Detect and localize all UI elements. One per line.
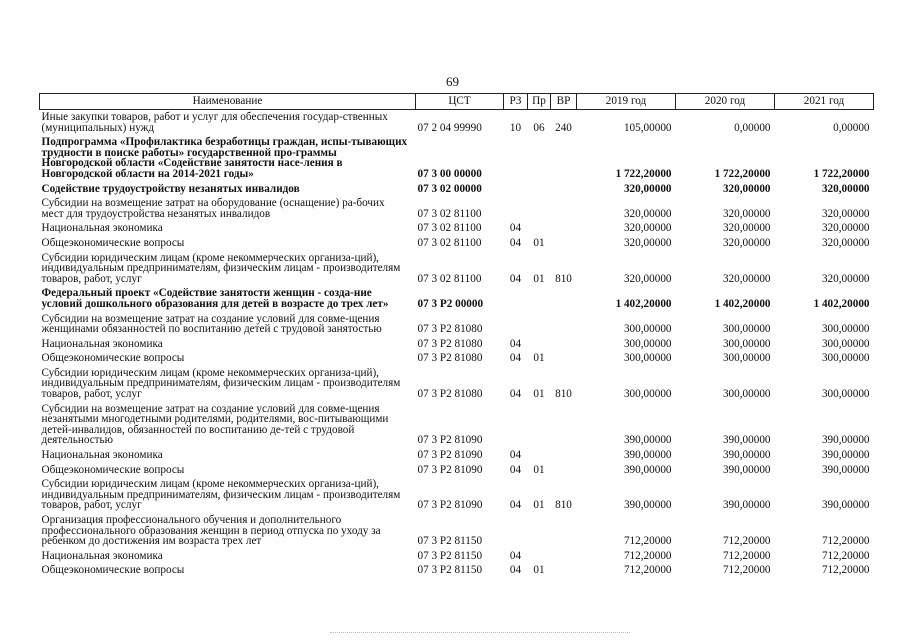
- cell-rz: 04: [509, 272, 522, 285]
- cell-2019: 390,00000: [623, 449, 672, 462]
- cell-2021: 320,00000: [821, 207, 870, 220]
- cell-rz: [504, 286, 528, 311]
- cell-2021: 300,00000: [821, 352, 870, 365]
- cell-rz: 10: [509, 121, 522, 134]
- cell-2019: 390,00000: [623, 434, 672, 447]
- header-pr: Пр: [528, 94, 551, 110]
- cell-cst: 07 3 00 00000: [417, 167, 482, 180]
- cell-pr: 01: [533, 463, 545, 476]
- cell-cst: 07 3 P2 81150: [417, 535, 483, 548]
- table-row: [40, 312, 874, 337]
- cell-2020: 390,00000: [722, 434, 771, 447]
- table-row: [40, 366, 874, 402]
- cell-vr: [551, 221, 577, 236]
- table-row: [40, 182, 874, 197]
- cell-name: Национальная экономика: [41, 549, 163, 562]
- table-row: [40, 251, 874, 287]
- table-row: [40, 477, 874, 513]
- cell-rz: 04: [509, 499, 522, 512]
- cell-cst: 07 3 02 81100: [417, 222, 482, 235]
- cell-vr: [551, 236, 577, 251]
- cell-2021: 0,00000: [833, 121, 870, 134]
- cell-2020: 712,20000: [722, 549, 771, 562]
- table-row: [40, 351, 874, 366]
- cell-rz: 04: [509, 388, 522, 401]
- cell-pr: [528, 196, 551, 221]
- cell-cst: 07 3 02 00000: [417, 182, 482, 195]
- cell-rz: 04: [509, 449, 522, 462]
- cell-vr: [551, 549, 577, 564]
- cell-2019: 300,00000: [623, 352, 672, 365]
- cell-rz: [504, 182, 528, 197]
- table-header-row: [40, 94, 874, 110]
- table-row: [40, 110, 874, 136]
- cell-vr: [551, 182, 577, 197]
- cell-2021: 300,00000: [821, 337, 870, 350]
- cell-2019: 712,20000: [623, 535, 672, 548]
- cell-2021: 300,00000: [821, 323, 870, 336]
- cell-2019: 712,20000: [623, 549, 672, 562]
- header-cst: ЦСТ: [416, 94, 504, 110]
- cell-rz: 04: [509, 352, 522, 365]
- cell-2019: 320,00000: [623, 222, 672, 235]
- cell-2019: 1 402,20000: [615, 297, 672, 310]
- cell-cst: 07 3 02 81100: [417, 236, 482, 249]
- cell-vr: [551, 312, 577, 337]
- cell-name: Субсидии на возмещение затрат на оборудование (оснащение) ра-бочих мест для трудоустройства незанятых инвалидов: [41, 197, 385, 220]
- cell-pr: 01: [533, 564, 545, 577]
- cell-2021: 320,00000: [821, 222, 870, 235]
- cell-name: Общеэкономические вопросы: [41, 564, 185, 577]
- cell-cst: 07 3 P2 81090: [417, 463, 483, 476]
- cell-vr: [551, 402, 577, 448]
- cell-2020: 390,00000: [722, 499, 771, 512]
- cell-vr: [551, 286, 577, 311]
- cell-pr: 01: [533, 236, 545, 249]
- cell-name: Федеральный проект «Содействие занятости женщин - созда-ние условий дошкольного образования для детей в возрасте до трех лет»: [41, 287, 389, 310]
- cell-pr: [528, 402, 551, 448]
- cell-2020: 712,20000: [722, 564, 771, 577]
- cell-pr: [528, 312, 551, 337]
- cell-cst: 07 2 04 99990: [417, 121, 482, 134]
- cell-2020: 1 722,20000: [714, 167, 771, 180]
- cell-name: Содействие трудоустройству незанятых инвалидов: [41, 182, 300, 195]
- cell-cst: 07 3 02 81100: [417, 207, 482, 220]
- cell-cst: 07 3 P2 00000: [417, 297, 484, 310]
- cell-2021: 320,00000: [821, 236, 870, 249]
- cell-vr: 810: [555, 499, 572, 512]
- table-row: [40, 549, 874, 564]
- cell-2021: 712,20000: [821, 535, 870, 548]
- cell-2020: 320,00000: [722, 222, 771, 235]
- cell-2021: 320,00000: [821, 272, 870, 285]
- cell-2021: 1 402,20000: [813, 297, 870, 310]
- cell-cst: 07 3 02 81100: [417, 272, 482, 285]
- table-row: [40, 286, 874, 311]
- cell-name: Национальная экономика: [41, 337, 163, 350]
- table-row: [40, 135, 874, 181]
- table-row: [40, 221, 874, 236]
- cell-2020: 300,00000: [722, 323, 771, 336]
- table-row: [40, 402, 874, 448]
- cell-vr: 810: [555, 388, 572, 401]
- cell-2020: 390,00000: [722, 463, 771, 476]
- cell-2019: 320,00000: [623, 182, 672, 195]
- table-row: [40, 513, 874, 549]
- cell-name: Общеэкономические вопросы: [41, 352, 185, 365]
- cell-rz: [504, 312, 528, 337]
- cell-pr: [528, 182, 551, 197]
- budget-table: [39, 93, 874, 578]
- cell-vr: [551, 448, 577, 463]
- cell-2019: 300,00000: [623, 388, 672, 401]
- cell-name: Национальная экономика: [41, 449, 163, 462]
- header-rz: РЗ: [504, 94, 528, 110]
- cell-vr: [551, 351, 577, 366]
- cell-rz: 04: [509, 463, 522, 476]
- cell-name: Общеэкономические вопросы: [41, 463, 185, 476]
- cell-rz: [504, 135, 528, 181]
- cell-name: Иные закупки товаров, работ и услуг для обеспечения государ-ственных (муниципальных) нужд: [41, 111, 388, 134]
- cell-2020: 300,00000: [722, 352, 771, 365]
- cell-cst: 07 3 P2 81090: [417, 499, 483, 512]
- cell-2021: 320,00000: [821, 182, 870, 195]
- cell-vr: [551, 196, 577, 221]
- table-body: [40, 110, 874, 578]
- scan-artifact-dots: [330, 632, 630, 635]
- cell-2019: 390,00000: [623, 499, 672, 512]
- cell-2021: 300,00000: [821, 388, 870, 401]
- table-row: [40, 563, 874, 578]
- cell-rz: [504, 196, 528, 221]
- table-row: [40, 196, 874, 221]
- cell-pr: [528, 135, 551, 181]
- cell-2021: 390,00000: [821, 463, 870, 476]
- cell-vr: [551, 513, 577, 549]
- cell-vr: [551, 337, 577, 352]
- cell-2019: 320,00000: [623, 272, 672, 285]
- cell-2019: 320,00000: [623, 207, 672, 220]
- cell-pr: [528, 221, 551, 236]
- table-row: [40, 463, 874, 478]
- cell-pr: 01: [533, 352, 545, 365]
- cell-pr: [528, 337, 551, 352]
- cell-2019: 1 722,20000: [615, 167, 672, 180]
- cell-vr: 240: [555, 121, 572, 134]
- cell-pr: [528, 513, 551, 549]
- cell-cst: 07 3 P2 81150: [417, 549, 483, 562]
- cell-rz: 04: [509, 236, 522, 249]
- cell-pr: 01: [533, 388, 545, 401]
- cell-rz: 04: [509, 549, 522, 562]
- cell-2019: 105,00000: [623, 121, 672, 134]
- cell-pr: [528, 549, 551, 564]
- page-number: 69: [446, 74, 459, 89]
- cell-rz: 04: [509, 337, 522, 350]
- cell-2020: 320,00000: [722, 236, 771, 249]
- cell-name: Субсидии на возмещение затрат на создание условий для совме-щения женщинами обязанностей по воспитанию детей с трудовой занятостью: [41, 312, 382, 336]
- cell-2020: 320,00000: [722, 207, 771, 220]
- cell-2021: 1 722,20000: [813, 167, 870, 180]
- cell-2019: 712,20000: [623, 564, 672, 577]
- cell-pr: [528, 286, 551, 311]
- cell-vr: [551, 463, 577, 478]
- header-vr: ВР: [551, 94, 577, 110]
- cell-vr: 810: [555, 272, 572, 285]
- cell-2021: 712,20000: [821, 549, 870, 562]
- cell-2020: 390,00000: [722, 449, 771, 462]
- cell-2020: 300,00000: [722, 388, 771, 401]
- cell-pr: 06: [533, 121, 545, 134]
- cell-2020: 300,00000: [722, 337, 771, 350]
- cell-pr: [528, 448, 551, 463]
- cell-name: Организация профессионального обучения и дополнительного профессионального образования женщин в период отпуска по уходу за ребенком до достижения им возраста трех лет: [41, 514, 381, 548]
- cell-pr: 01: [533, 272, 545, 285]
- cell-2020: 320,00000: [722, 272, 771, 285]
- cell-2019: 390,00000: [623, 463, 672, 476]
- cell-cst: 07 3 P2 81080: [417, 388, 483, 401]
- table-row: [40, 236, 874, 251]
- table-row: [40, 337, 874, 352]
- cell-name: Субсидии юридическим лицам (кроме некоммерческих организа-ций), индивидуальным предпринимателям, физическим лицам - производителям товаров, работ, услуг: [41, 478, 401, 512]
- header-2021: 2021 год: [775, 94, 874, 110]
- cell-name: Субсидии юридическим лицам (кроме некоммерческих организа-ций), индивидуальным предпринимателям, физическим лицам - производителям товаров, работ, услуг: [41, 251, 401, 285]
- cell-cst: 07 3 P2 81080: [417, 352, 483, 365]
- cell-cst: 07 3 P2 81150: [417, 564, 483, 577]
- cell-2019: 300,00000: [623, 323, 672, 336]
- cell-2021: 390,00000: [821, 434, 870, 447]
- cell-rz: [504, 402, 528, 448]
- cell-2020: 320,00000: [722, 182, 771, 195]
- cell-2019: 300,00000: [623, 337, 672, 350]
- cell-2020: 712,20000: [722, 535, 771, 548]
- cell-name: Субсидии на возмещение затрат на создание условий для совме-щения незанятыми многодетными родителями, родителями, вос-питывающими детей-инвалидов, обязанностей по воспитанию де-тей с трудовой деятельностью: [41, 402, 389, 447]
- cell-cst: 07 3 P2 81080: [417, 323, 483, 336]
- header-name: Наименование: [40, 94, 416, 110]
- header-2020: 2020 год: [676, 94, 775, 110]
- cell-rz: 04: [509, 222, 522, 235]
- cell-name: Субсидии юридическим лицам (кроме некоммерческих организа-ций), индивидуальным предпринимателям, физическим лицам - производителям товаров, работ, услуг: [41, 366, 401, 401]
- cell-2021: 712,20000: [821, 564, 870, 577]
- cell-2019: 320,00000: [623, 236, 672, 249]
- cell-cst: 07 3 P2 81080: [417, 337, 483, 350]
- table-row: [40, 448, 874, 463]
- cell-2020: 0,00000: [734, 121, 771, 134]
- cell-2020: 1 402,20000: [714, 297, 771, 310]
- cell-name: Подпрограмма «Профилактика безработицы граждан, испы-тывающих трудности в поиске работы» государственной про-граммы Новгородской области «Содействие занятости насе-ления в Новгородской области на 2014-2021 годы»: [41, 136, 408, 180]
- cell-pr: 01: [533, 499, 545, 512]
- cell-cst: 07 3 P2 81090: [417, 449, 483, 462]
- cell-2021: 390,00000: [821, 449, 870, 462]
- header-2019: 2019 год: [577, 94, 676, 110]
- cell-rz: [504, 513, 528, 549]
- cell-cst: 07 3 P2 81090: [417, 434, 483, 447]
- cell-name: Общеэкономические вопросы: [41, 236, 185, 249]
- cell-vr: [551, 135, 577, 181]
- cell-rz: 04: [509, 564, 522, 577]
- cell-2021: 390,00000: [821, 499, 870, 512]
- cell-vr: [551, 563, 577, 578]
- cell-name: Национальная экономика: [41, 222, 163, 235]
